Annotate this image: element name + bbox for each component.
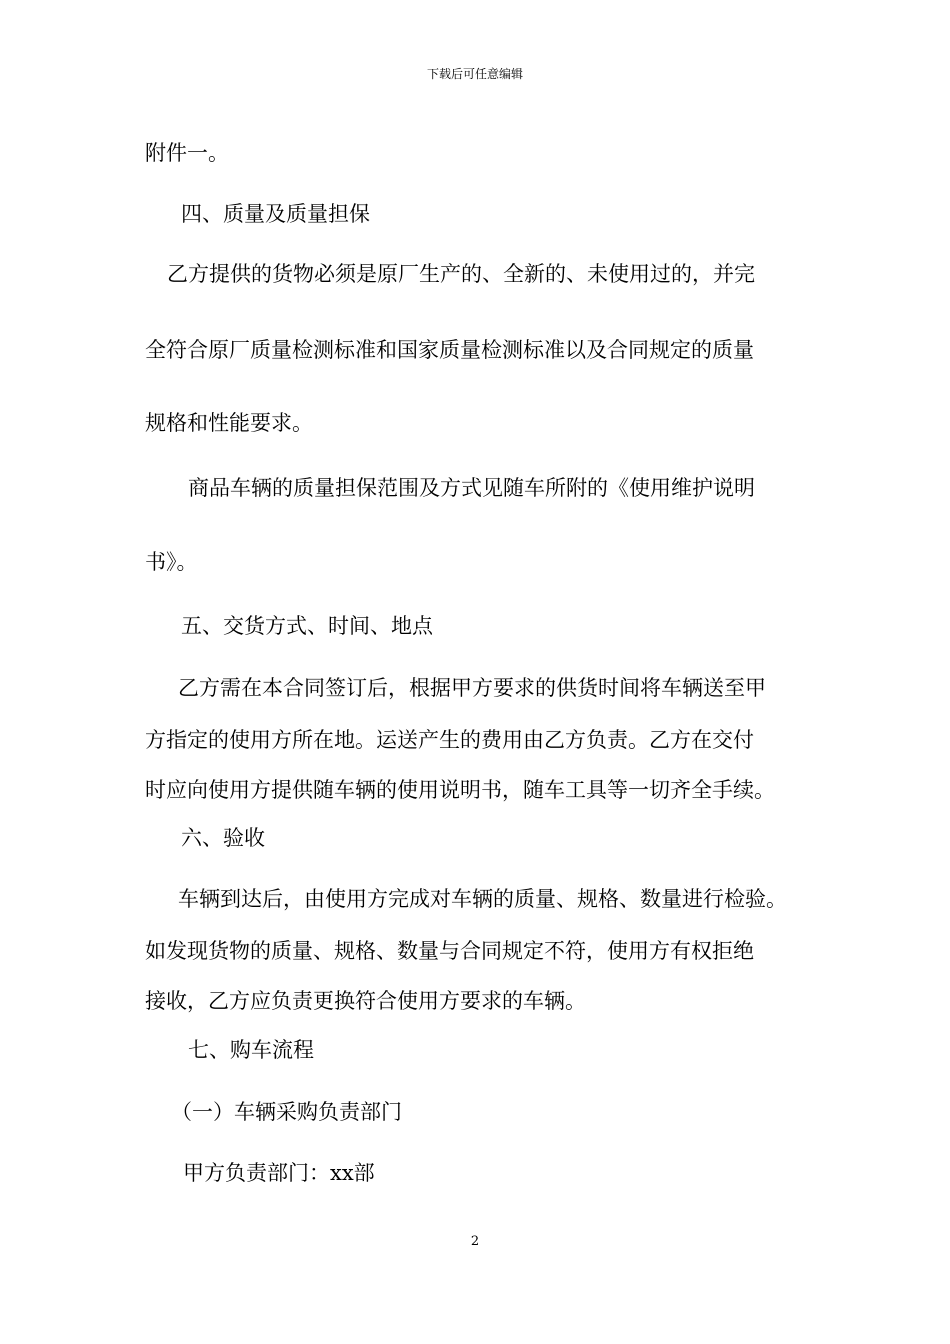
section-heading: 七、购车流程: [188, 1038, 314, 1062]
text-line: 接收，乙方应负责更换符合使用方要求的车辆。: [145, 989, 586, 1013]
text-line: 书》。: [145, 550, 198, 574]
section-heading: 四、质量及质量担保: [181, 202, 370, 226]
subsection-heading: （一）车辆采购负责部门: [171, 1100, 402, 1124]
text-line: 时应向使用方提供随车辆的使用说明书，随车工具等一切齐全手续。: [145, 778, 775, 802]
text-line: 甲方负责部门：xx部: [183, 1161, 375, 1185]
text-line: 如发现货物的质量、规格、数量与合同规定不符，使用方有权拒绝: [145, 939, 754, 963]
text-line: 方指定的使用方所在地。运送产生的费用由乙方负责。乙方在交付: [145, 728, 754, 752]
section-heading: 五、交货方式、时间、地点: [181, 614, 433, 638]
text-line: 规格和性能要求。: [145, 411, 313, 435]
text-line: 车辆到达后，由使用方完成对车辆的质量、规格、数量进行检验。: [178, 887, 787, 911]
text-line: 全符合原厂质量检测标准和国家质量检测标准以及合同规定的质量: [145, 338, 754, 362]
section-heading: 六、验收: [181, 826, 265, 850]
page-number: 2: [470, 1234, 480, 1249]
text-line: 附件一。: [145, 141, 229, 165]
text-line: 商品车辆的质量担保范围及方式见随车所附的《使用维护说明: [188, 476, 755, 500]
text-line: 乙方提供的货物必须是原厂生产的、全新的、未使用过的，并完: [167, 262, 755, 286]
text-line: 乙方需在本合同签订后，根据甲方要求的供货时间将车辆送至甲: [178, 676, 766, 700]
page-header: 下载后可任意编辑: [426, 67, 523, 81]
